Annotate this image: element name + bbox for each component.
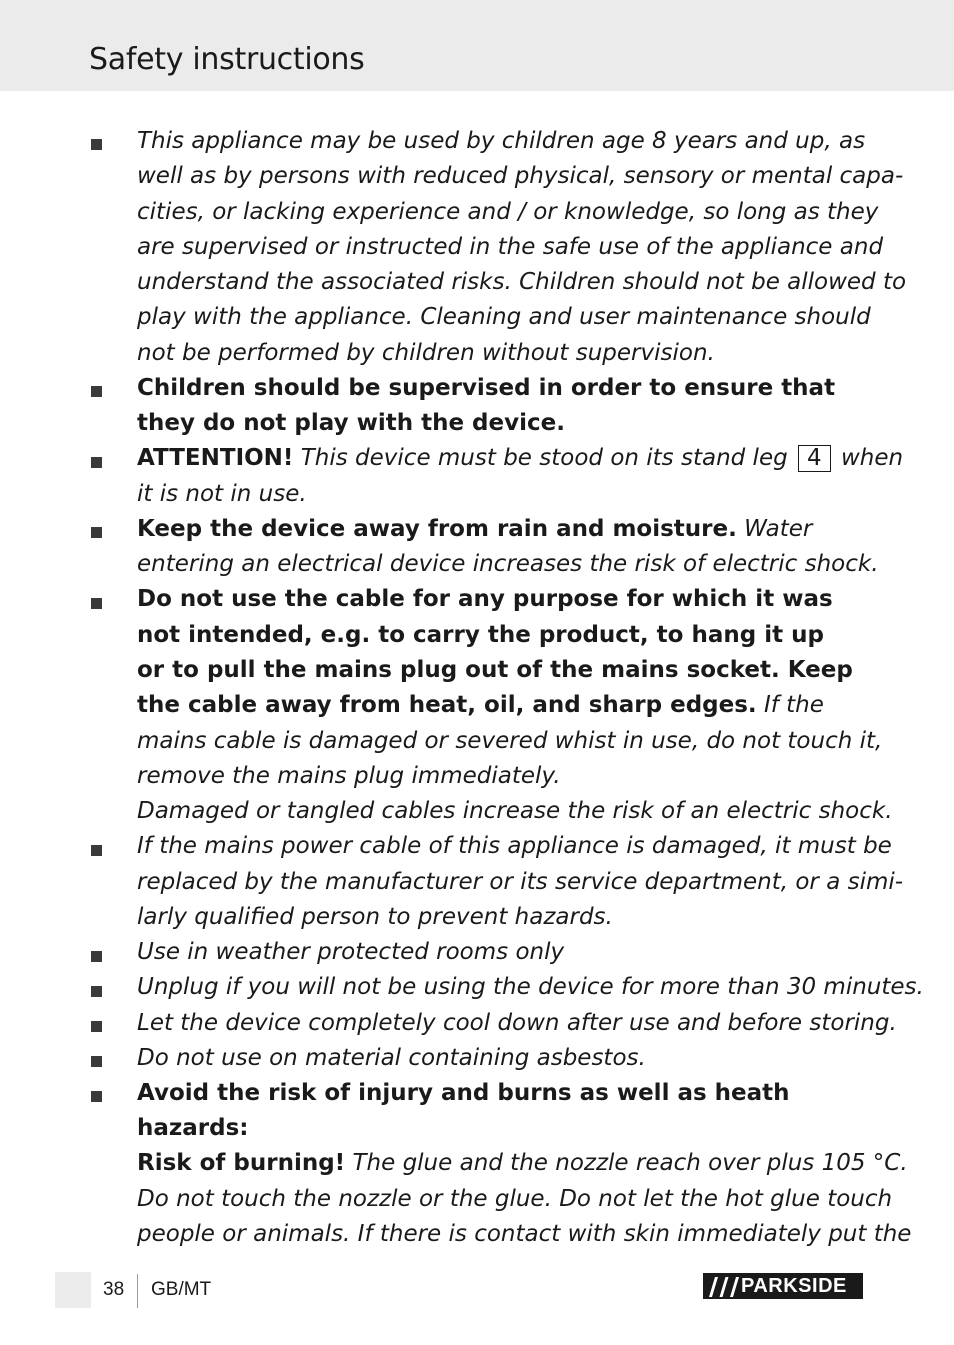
bold-span: the cable away from heat, oil, and sharp edges.	[137, 692, 757, 718]
bullet-marker	[91, 598, 102, 609]
bold-text-line: they do not play with the device.	[137, 410, 565, 436]
text-line: understand the associated risks. Children should not be allowed to	[137, 269, 907, 295]
bold-text-line: Do not use the cable for any purpose for which it was	[137, 586, 833, 612]
bold-text-line: Avoid the risk of injury and burns as well as heath	[137, 1080, 790, 1106]
bullet-marker	[91, 527, 102, 538]
text-line: Use in weather protected rooms only	[137, 939, 565, 965]
bold-span: Keep the device away from rain and moisture.	[137, 516, 737, 542]
bullet-marker	[91, 1056, 102, 1067]
text-line: If the mains power cable of this appliance is damaged, it must be	[137, 833, 892, 859]
text-line: remove the mains plug immediately.	[137, 763, 561, 789]
attention-label: ATTENTION!	[137, 445, 294, 471]
bullet-marker	[91, 457, 102, 468]
mixed-text-line	[137, 688, 824, 723]
brand-name: PARKSIDE	[741, 1275, 847, 1297]
text-span: This device must be stood on its stand leg	[300, 445, 788, 471]
text-line: are supervised or instructed in the safe use of the appliance and	[137, 234, 884, 260]
text-line: mains cable is damaged or severed whist in use, do not touch it,	[137, 728, 883, 754]
text-line: not be performed by children without supervision.	[137, 340, 715, 366]
page-number: 38	[103, 1279, 125, 1300]
bullet-marker	[91, 1021, 102, 1032]
mixed-text-line	[137, 1146, 908, 1181]
text-line: Let the device completely cool down after use and before storing.	[137, 1010, 897, 1036]
footer-divider	[137, 1274, 138, 1308]
text-line: play with the appliance. Cleaning and user maintenance should	[137, 304, 871, 330]
text-span: Water	[744, 516, 813, 542]
bullet-marker	[91, 986, 102, 997]
bullet-marker	[91, 845, 102, 856]
text-span: If the	[763, 692, 824, 718]
bold-text-line: or to pull the mains plug out of the mains socket. Keep	[137, 657, 853, 683]
bold-text-line: not intended, e.g. to carry the product, to hang it up	[137, 622, 824, 648]
bullet-marker	[91, 139, 102, 150]
text-line: Do not use on material containing asbestos.	[137, 1045, 646, 1071]
text-line: Unplug if you will not be using the device for more than 30 minutes.	[137, 974, 924, 1000]
bold-text-line: Children should be supervised in order to ensure that	[137, 375, 836, 401]
text-line: well as by persons with reduced physical, sensory or mental capa-	[137, 163, 904, 189]
text-line: Damaged or tangled cables increase the risk of an electric shock.	[137, 798, 893, 824]
page-title: Safety instructions	[89, 42, 365, 77]
text-line: Do not touch the nozzle or the glue. Do not let the hot glue touch	[137, 1186, 893, 1212]
attention-line	[137, 441, 903, 476]
text-line: This appliance may be used by children age 8 years and up, as	[137, 128, 866, 154]
country-code: GB/MT	[151, 1279, 212, 1300]
text-span: when	[840, 445, 904, 471]
text-line: entering an electrical device increases the risk of electric shock.	[137, 551, 879, 577]
bullet-marker	[91, 1091, 102, 1102]
bold-text-line: hazards:	[137, 1115, 249, 1141]
text-line: it is not in use.	[137, 481, 307, 507]
text-line: cities, or lacking experience and / or knowledge, so long as they	[137, 199, 879, 225]
text-line: replaced by the manufacturer or its service department, or a simi-	[137, 869, 904, 895]
bold-span: Risk of burning!	[137, 1150, 346, 1176]
logo-stripes-icon	[709, 1277, 739, 1297]
bullet-marker	[91, 951, 102, 962]
footer-box	[55, 1272, 91, 1308]
text-span: The glue and the nozzle reach over plus 105 °C.	[352, 1150, 908, 1176]
mixed-text-line	[137, 512, 812, 547]
reference-number-box: 4	[798, 445, 831, 472]
bullet-marker	[91, 386, 102, 397]
text-line: larly qualified person to prevent hazards.	[137, 904, 613, 930]
brand-logo	[703, 1273, 863, 1299]
text-line: people or animals. If there is contact with skin immediately put the	[137, 1221, 912, 1247]
